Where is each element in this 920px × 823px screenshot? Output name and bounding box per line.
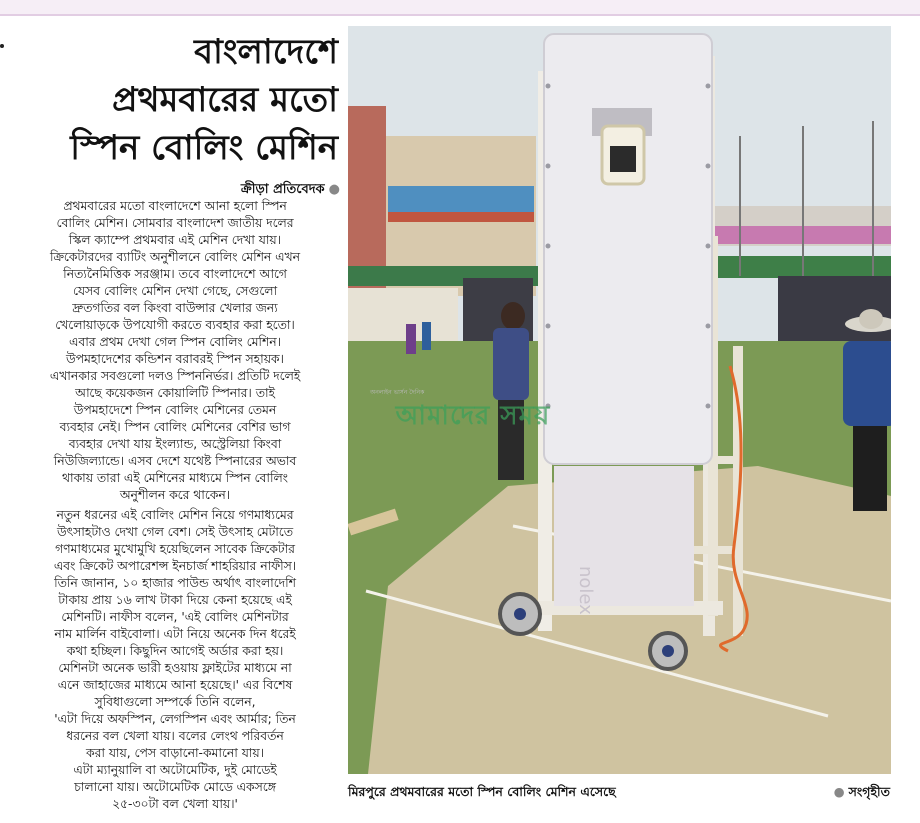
article-line: উৎসাহটাও দেখা গেল বেশ। সেই উৎসাহ মেটাতে: [57, 525, 293, 539]
article-line: নাম মার্লিন বাইবোলা। এটা নিয়ে অনেক দিন ধরেই: [54, 627, 296, 641]
headline-line-3: স্পিন বোলিং মেশিন: [70, 128, 338, 168]
article-line: নতুন ধরনের এই বোলিং মেশিন নিয়ে গণমাধ্যমের: [56, 508, 294, 522]
article-line: ক্রিকেটারদের ব্যাটিং অনুশীলনে বোলিং মেশিন এখন: [50, 250, 300, 264]
article-line: তিনি জানান, ১০ হাজার পাউন্ড অর্থাৎ বাংলাদেশি: [54, 576, 296, 590]
headline: [20, 28, 338, 172]
article-line: টাকায় প্রায় ১৬ লাখ টাকা দিয়ে কেনা হয়েছে এই: [58, 593, 292, 607]
article-body: [10, 198, 340, 816]
article-line: এনে জাহাজের মাধ্যমে আনা হয়েছে।' এর বিশেষ: [57, 678, 293, 692]
machine-brand-text: nolex: [575, 566, 596, 615]
article-line: আছে কয়েকজন কোয়ালিটি স্পিনার। তাই: [75, 386, 275, 400]
newspaper-watermark: আমাদের সময়: [395, 401, 551, 431]
article-line: চালানো যায়। অটোমেটিক মোডে একসঙ্গে: [74, 780, 276, 794]
article-line: এবার প্রথম দেখা গেল স্পিন বোলিং মেশিন।: [69, 335, 281, 349]
article-line: গণমাধ্যমের মুখোমুখি হয়েছিলেন সাবেক ক্রিকেটার: [55, 542, 295, 556]
article-line: এবং ক্রিকেট অপারেশন্স ইনচার্জ শাহরিয়ার নাফীস।: [53, 559, 297, 573]
photo-caption: মিরপুরে প্রথমবারের মতো স্পিন বোলিং মেশিন এসেছে: [348, 784, 616, 799]
article-line: ব্যবহার নেই। স্পিন বোলিং মেশিনের বেশির ভাগ: [59, 420, 291, 434]
article-line: 'এটা দিয়ে অফস্পিন, লেগস্পিন এবং আর্মার; তিন: [54, 712, 296, 726]
article-line: কথা হচ্ছিল। কিছুদিন আগেই অর্ডার করা হয়।: [66, 644, 284, 658]
article-line: খেলোয়াড়কে উপযোগী করতে ব্যবহার করা হতো।: [55, 318, 295, 332]
article-line: ব্যবহার দেখা যায় ইংল্যান্ড, অস্ট্রেলিয়া কিংবা: [68, 437, 282, 451]
article-line: স্কিল ক্যাম্পে প্রথমবার এই মেশিন দেখা যায়।: [68, 233, 282, 247]
article-line: এটা ম্যানুয়ালি বা অটোমেটিক, দুই মোডেই: [73, 763, 277, 777]
top-color-band: [0, 0, 920, 16]
article-line: যেসব বোলিং মেশিন দেখা গেছে, সেগুলো: [72, 284, 278, 298]
article-line: বোলিং মেশিন। সোমবার বাংলাদেশ জাতীয় দলের: [56, 216, 294, 230]
article-line: নিত্যনৈমিত্তিক সরঞ্জাম। তবে বাংলাদেশে আগে: [63, 267, 287, 281]
article-line: থাকায় তারা এই মেশিনের মাধ্যমে স্পিন বোলিং: [62, 471, 288, 485]
article-line: উপমহাদেশে স্পিন বোলিং মেশিনের তেমন: [73, 403, 277, 417]
article-line: নিউজিল্যান্ডে। এসব দেশে যথেষ্ট স্পিনারের অভাব: [53, 454, 297, 468]
byline-text: ক্রীড়া প্রতিবেদক: [240, 182, 325, 197]
headline-line-2: প্রথমবারের মতো: [112, 80, 338, 120]
headline-line-1: বাংলাদেশে: [194, 32, 338, 72]
watermark-tagline: অনলাইন ভার্সন দৈনিক: [370, 389, 425, 396]
credit-bullet-icon: ●: [833, 784, 845, 799]
article-paragraph: [10, 507, 340, 813]
byline-bullet-icon: ●: [328, 182, 340, 197]
article-line: করা যায়, পেস বাড়ানো-কমানো যায়।: [85, 746, 264, 760]
article-line: দ্রুতগতির বল কিংবা বাউন্সার খেলার জন্য: [72, 301, 278, 315]
credit-text: সংগৃহীত: [848, 784, 890, 799]
article-line: সুবিধাগুলো সম্পর্কে তিনি বলেন,: [94, 695, 256, 709]
article-paragraph: [10, 198, 340, 504]
photo-credit: [760, 784, 890, 804]
article-line: উপমহাদেশের কন্ডিশন বরাবরই স্পিন সহায়ক।: [66, 352, 284, 366]
article-line: অনুশীলন করে থাকেন।: [119, 488, 231, 502]
article-line: মেশিনটা অনেক ভারী হওয়ায় ফ্লাইটের মাধ্যমে না: [58, 661, 292, 675]
column-marker-dot: [0, 44, 4, 48]
article-line: ধরনের বল খেলা যায়। বলের লেংথ পরিবর্তন: [66, 729, 284, 743]
article-line: মেশিনটি। নাফীস বলেন, 'এই বোলিং মেশিনটার: [61, 610, 289, 624]
article-line: এখানকার সবগুলো দলও স্পিননির্ভর। প্রতিটি দলেই: [49, 369, 301, 383]
article-line: প্রথমবারের মতো বাংলাদেশে আনা হলো স্পিন: [63, 199, 287, 213]
article-line: ২৫-৩০টা বল খেলা যায়।': [112, 797, 238, 811]
